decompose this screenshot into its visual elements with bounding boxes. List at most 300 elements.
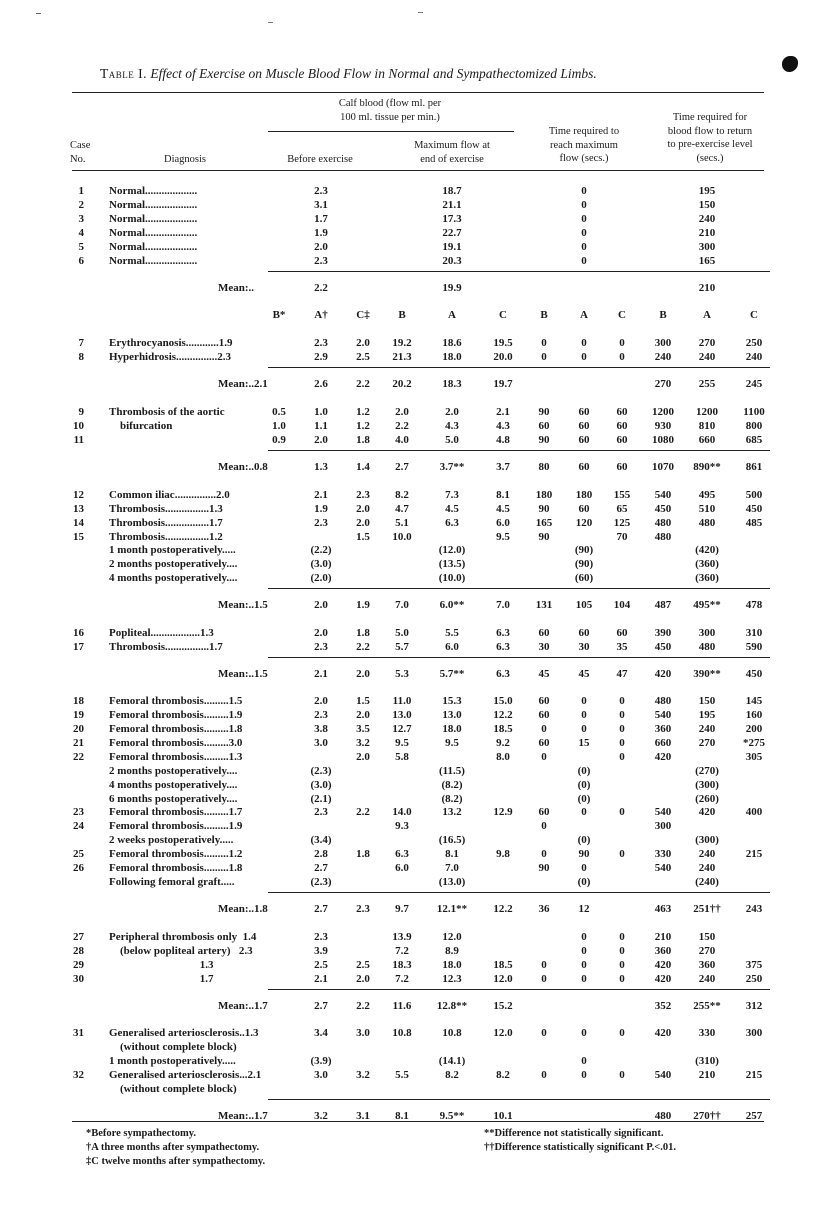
subheader-row xyxy=(0,308,816,322)
value-cell: 215 xyxy=(745,848,763,860)
table-row xyxy=(0,240,816,254)
diagnosis-cell: Generalised arteriosclerosis...2.1 xyxy=(109,1069,262,1081)
value-cell: (3.0) xyxy=(310,558,332,570)
value-cell: 0 xyxy=(541,1027,547,1039)
value-cell: 480 xyxy=(698,641,716,653)
value-cell: (8.2) xyxy=(441,793,463,805)
value-cell: 1.2 xyxy=(356,406,370,418)
value-cell: 0 xyxy=(541,723,547,735)
value-cell: 390** xyxy=(693,668,721,680)
sub-column-header: B xyxy=(659,309,667,321)
value-cell: 0 xyxy=(581,959,587,971)
value-cell: 12.8** xyxy=(436,1000,468,1012)
table-title xyxy=(100,66,780,82)
value-cell: 2.0 xyxy=(356,503,370,515)
value-cell: 2.5 xyxy=(356,959,370,971)
mean-label: Mean:..2.1 xyxy=(218,378,268,390)
table-row xyxy=(0,694,816,708)
value-cell: 540 xyxy=(654,862,672,874)
value-cell: 0 xyxy=(541,351,547,363)
table-caption: Effect of Exercise on Muscle Blood Flow in Normal and Sympathectomized Limbs. xyxy=(150,66,597,81)
value-cell: 70 xyxy=(616,531,628,543)
value-cell: 1.8 xyxy=(356,434,370,446)
value-cell: 1.8 xyxy=(356,627,370,639)
table-row xyxy=(0,1026,816,1040)
value-cell: 15.2 xyxy=(493,1000,513,1012)
table-row xyxy=(0,543,816,557)
value-cell: 12.7 xyxy=(392,723,412,735)
value-cell: 13.2 xyxy=(442,806,462,818)
sub-column-header: A xyxy=(580,309,588,321)
diagnosis-cell: Generalised arteriosclerosis..1.3 xyxy=(109,1027,259,1039)
value-cell: 21.3 xyxy=(392,351,412,363)
value-cell: 18.5 xyxy=(493,959,513,971)
table-row xyxy=(0,405,816,419)
value-cell: 2.7 xyxy=(395,461,409,473)
value-cell: 270 xyxy=(654,378,672,390)
diagnosis-cell: Femoral thrombosis.........1.8 xyxy=(109,862,243,874)
value-cell: (2.1) xyxy=(310,793,332,805)
value-cell: 8.2 xyxy=(496,1069,510,1081)
value-cell: 1.0 xyxy=(272,420,286,432)
mean-label: Mean:..1.8 xyxy=(218,903,268,915)
value-cell: (260) xyxy=(695,793,719,805)
value-cell: 930 xyxy=(654,420,672,432)
value-cell: 15.3 xyxy=(442,695,462,707)
case-number: 3 xyxy=(78,213,84,225)
value-cell: (13.5) xyxy=(438,558,466,570)
value-cell: 0 xyxy=(581,1027,587,1039)
value-cell: 1.9 xyxy=(314,227,328,239)
value-cell: 8.1 xyxy=(496,489,510,501)
table-row xyxy=(0,1040,816,1054)
value-cell: 240 xyxy=(698,351,716,363)
value-cell: 60 xyxy=(578,434,590,446)
table-row xyxy=(0,530,816,544)
value-cell: 3.0 xyxy=(356,1027,370,1039)
value-cell: 420 xyxy=(654,973,672,985)
diagnosis-cell: Normal................... xyxy=(109,241,198,253)
value-cell: 2.0 xyxy=(314,241,328,253)
value-cell: 1.7 xyxy=(314,213,328,225)
value-cell: 19.7 xyxy=(493,378,513,390)
table-row xyxy=(0,557,816,571)
case-number: 20 xyxy=(73,723,84,735)
group-rule xyxy=(268,450,770,451)
value-cell: 300 xyxy=(654,337,672,349)
header-rule xyxy=(72,170,764,171)
footnote: ††Difference statistically significant P.<.01. xyxy=(484,1142,677,1153)
value-cell: 131 xyxy=(535,599,553,611)
time-max-header-line: reach maximum xyxy=(550,139,618,151)
value-cell: 36 xyxy=(538,903,550,915)
value-cell: 250 xyxy=(745,337,763,349)
value-cell: 495** xyxy=(693,599,721,611)
value-cell: 165 xyxy=(535,517,553,529)
value-cell: 0 xyxy=(581,199,587,211)
table-row xyxy=(0,198,816,212)
value-cell: 12.0 xyxy=(493,1027,513,1039)
mean-row xyxy=(0,377,816,391)
sub-column-header: B xyxy=(540,309,548,321)
case-number: 4 xyxy=(78,227,84,239)
value-cell: 330 xyxy=(698,1027,716,1039)
value-cell: 11.0 xyxy=(392,695,412,707)
table-row xyxy=(0,488,816,502)
value-cell: 2.6 xyxy=(314,378,328,390)
value-cell: (420) xyxy=(695,544,719,556)
diagnosis-cell: Following femoral graft..... xyxy=(109,876,235,888)
value-cell: 0 xyxy=(619,337,625,349)
value-cell: 6.0** xyxy=(439,599,465,611)
table-row xyxy=(0,336,816,350)
diagnosis-cell: Thrombosis of the aortic xyxy=(109,406,225,418)
value-cell: 60 xyxy=(616,627,628,639)
value-cell: 9.5** xyxy=(439,1110,465,1122)
value-cell: 7.0 xyxy=(445,862,459,874)
value-cell: 251†† xyxy=(693,903,721,915)
value-cell: 7.0 xyxy=(395,599,409,611)
value-cell: 400 xyxy=(745,806,763,818)
value-cell: 810 xyxy=(698,420,716,432)
value-cell: 463 xyxy=(654,903,672,915)
table-row xyxy=(0,1068,816,1082)
sub-column-header: A† xyxy=(314,309,328,321)
case-number: 21 xyxy=(73,737,84,749)
table-row xyxy=(0,254,816,268)
value-cell: 210 xyxy=(698,1069,716,1081)
value-cell: 0 xyxy=(619,806,625,818)
time-max-header-line: flow (secs.) xyxy=(559,153,609,164)
case-number: 28 xyxy=(73,945,84,957)
value-cell: 6.3 xyxy=(496,627,510,639)
table-row xyxy=(0,708,816,722)
value-cell: 18.5 xyxy=(493,723,513,735)
value-cell: 310 xyxy=(745,627,763,639)
value-cell: 1200 xyxy=(696,406,718,418)
diagnosis-cell: Femoral thrombosis.........1.3 xyxy=(109,751,243,763)
value-cell: 195 xyxy=(698,709,716,721)
value-cell: 2.3 xyxy=(314,806,328,818)
calf-blood-header xyxy=(300,97,480,124)
value-cell: 8.2 xyxy=(445,1069,459,1081)
value-cell: 10.8 xyxy=(442,1027,462,1039)
value-cell: 420 xyxy=(654,668,672,680)
value-cell: 90 xyxy=(538,406,550,418)
table-row xyxy=(0,861,816,875)
value-cell: 150 xyxy=(698,695,716,707)
value-cell: 0 xyxy=(619,1069,625,1081)
value-cell: 0 xyxy=(581,862,587,874)
value-cell: (12.0) xyxy=(438,544,466,556)
value-cell: 12 xyxy=(578,903,590,915)
value-cell: 1070 xyxy=(652,461,674,473)
value-cell: 3.1 xyxy=(356,1110,370,1122)
value-cell: 9.5 xyxy=(395,737,409,749)
time-max-header xyxy=(522,125,646,166)
value-cell: 4.7 xyxy=(395,503,409,515)
value-cell: 19.1 xyxy=(442,241,462,253)
time-return-header xyxy=(645,111,775,165)
value-cell: 2.0 xyxy=(356,973,370,985)
value-cell: 35 xyxy=(616,641,628,653)
value-cell: 7.2 xyxy=(395,945,409,957)
value-cell: 1.2 xyxy=(356,420,370,432)
diagnosis-cell: Thrombosis................1.7 xyxy=(109,641,223,653)
diagnosis-cell: Erythrocyanosis............1.9 xyxy=(109,337,233,349)
table-row xyxy=(0,722,816,736)
time-return-header-line: Time required for xyxy=(672,112,748,123)
value-cell: 12.2 xyxy=(493,903,513,915)
value-cell: (0) xyxy=(577,876,591,888)
sub-column-header: C xyxy=(750,309,758,321)
value-cell: 11.6 xyxy=(392,1000,412,1012)
mean-row xyxy=(0,598,816,612)
value-cell: 0 xyxy=(581,806,587,818)
table-row xyxy=(0,930,816,944)
value-cell: 0 xyxy=(619,931,625,943)
value-cell: 13.0 xyxy=(392,709,412,721)
value-cell: 4.5 xyxy=(445,503,459,515)
value-cell: (3.9) xyxy=(310,1055,332,1067)
value-cell: 6.0 xyxy=(395,862,409,874)
value-cell: (2.3) xyxy=(310,765,332,777)
table-row xyxy=(0,1082,816,1096)
value-cell: 890** xyxy=(693,461,721,473)
diagnosis-cell: Normal................... xyxy=(109,255,198,267)
value-cell: 540 xyxy=(654,489,672,501)
value-cell: 300 xyxy=(698,241,716,253)
value-cell: 0 xyxy=(541,751,547,763)
value-cell: 480 xyxy=(654,517,672,529)
case-header-line: No. xyxy=(70,153,86,165)
diagnosis-cell: bifurcation xyxy=(120,420,173,432)
value-cell: 8.2 xyxy=(395,489,409,501)
value-cell: 590 xyxy=(745,641,763,653)
diagnosis-cell: Thrombosis................1.3 xyxy=(109,503,223,515)
value-cell: 18.0 xyxy=(442,351,462,363)
time-return-header-line: to pre-exercise level xyxy=(667,139,753,150)
diagnosis-cell: Femoral thrombosis.........1.5 xyxy=(109,695,243,707)
value-cell: 30 xyxy=(538,641,550,653)
value-cell: 0 xyxy=(581,185,587,197)
value-cell: 0 xyxy=(619,695,625,707)
value-cell: 2.2 xyxy=(356,378,370,390)
group-rule xyxy=(268,367,770,368)
value-cell: 0 xyxy=(619,945,625,957)
case-number: 16 xyxy=(73,627,84,639)
value-cell: 240 xyxy=(698,848,716,860)
value-cell: 0 xyxy=(619,709,625,721)
value-cell: 21.1 xyxy=(442,199,462,211)
value-cell: 2.0 xyxy=(445,406,459,418)
value-cell: 0 xyxy=(619,723,625,735)
table-row xyxy=(0,1054,816,1068)
table-row xyxy=(0,847,816,861)
table-row xyxy=(0,875,816,889)
bottom-rule xyxy=(72,1121,764,1122)
value-cell: 3.5 xyxy=(356,723,370,735)
value-cell: 18.3 xyxy=(442,378,462,390)
value-cell: 255** xyxy=(693,1000,721,1012)
value-cell: 485 xyxy=(745,517,763,529)
value-cell: 2.3 xyxy=(314,337,328,349)
before-exercise-header: Before exercise xyxy=(287,154,353,165)
value-cell: 245 xyxy=(745,378,763,390)
value-cell: 14.0 xyxy=(392,806,412,818)
value-cell: 200 xyxy=(745,723,763,735)
value-cell: (360) xyxy=(695,558,719,570)
mean-label: Mean:.. xyxy=(218,282,255,294)
table-row xyxy=(0,350,816,364)
value-cell: 480 xyxy=(654,695,672,707)
mean-label: Mean:..1.7 xyxy=(218,1000,268,1012)
value-cell: 270 xyxy=(698,737,716,749)
value-cell: 1.0 xyxy=(314,406,328,418)
mean-row xyxy=(0,460,816,474)
value-cell: 0 xyxy=(619,959,625,971)
value-cell: 487 xyxy=(654,599,672,611)
value-cell: 45 xyxy=(538,668,550,680)
scan-blot xyxy=(782,56,798,72)
value-cell: 420 xyxy=(654,959,672,971)
value-cell: 1.4 xyxy=(356,461,370,473)
mean-label: Mean:..1.5 xyxy=(218,599,268,611)
value-cell: 330 xyxy=(654,848,672,860)
value-cell: 0 xyxy=(581,931,587,943)
value-cell: 2.3 xyxy=(356,903,370,915)
value-cell: 18.0 xyxy=(442,959,462,971)
value-cell: 90 xyxy=(538,503,550,515)
value-cell: 2.1 xyxy=(314,489,328,501)
mean-row xyxy=(0,281,816,295)
value-cell: 60 xyxy=(578,627,590,639)
value-cell: (0) xyxy=(577,834,591,846)
value-cell: 270 xyxy=(698,945,716,957)
value-cell: 0 xyxy=(581,973,587,985)
value-cell: 0 xyxy=(581,255,587,267)
value-cell: (90) xyxy=(574,544,594,556)
value-cell: 305 xyxy=(745,751,763,763)
value-cell: 4.3 xyxy=(496,420,510,432)
value-cell: 500 xyxy=(745,489,763,501)
value-cell: 5.8 xyxy=(395,751,409,763)
diagnosis-cell: (without complete block) xyxy=(120,1083,237,1095)
value-cell: 15 xyxy=(578,737,590,749)
diagnosis-cell: 2 months postoperatively.... xyxy=(109,558,238,570)
value-cell: (270) xyxy=(695,765,719,777)
value-cell: 0 xyxy=(619,751,625,763)
mean-row xyxy=(0,999,816,1013)
case-header-line: Case xyxy=(70,140,91,151)
value-cell: 2.9 xyxy=(314,351,328,363)
diagnosis-cell: Normal................... xyxy=(109,199,198,211)
mean-label: Mean:..1.5 xyxy=(218,668,268,680)
table-row xyxy=(0,736,816,750)
value-cell: 3.9 xyxy=(314,945,328,957)
value-cell: 19.9 xyxy=(442,282,462,294)
case-number: 26 xyxy=(73,862,84,874)
value-cell: 2.2 xyxy=(356,1000,370,1012)
table-row xyxy=(0,212,816,226)
case-number: 32 xyxy=(73,1069,84,1081)
value-cell: 240 xyxy=(698,862,716,874)
diagnosis-cell: 1.3 xyxy=(109,959,214,971)
value-cell: 60 xyxy=(538,420,550,432)
value-cell: 0 xyxy=(541,820,547,832)
case-number: 31 xyxy=(73,1027,84,1039)
value-cell: 0 xyxy=(619,351,625,363)
mean-label: Mean:..0.8 xyxy=(218,461,268,473)
value-cell: 495 xyxy=(698,489,716,501)
value-cell: 2.3 xyxy=(314,185,328,197)
value-cell: 3.8 xyxy=(314,723,328,735)
value-cell: 450 xyxy=(654,503,672,515)
value-cell: 5.7 xyxy=(395,641,409,653)
value-cell: 1.8 xyxy=(356,848,370,860)
table-row xyxy=(0,226,816,240)
value-cell: 5.0 xyxy=(395,627,409,639)
diagnosis-cell: (below popliteal artery) 2.3 xyxy=(120,945,253,957)
value-cell: 3.4 xyxy=(314,1027,328,1039)
case-number: 12 xyxy=(73,489,84,501)
value-cell: 45 xyxy=(578,668,590,680)
value-cell: 2.1 xyxy=(314,973,328,985)
diagnosis-cell: Hyperhidrosis...............2.3 xyxy=(109,351,232,363)
value-cell: 660 xyxy=(698,434,716,446)
diagnosis-cell: Normal................... xyxy=(109,213,198,225)
value-cell: 60 xyxy=(616,406,628,418)
time-max-header-line: Time required to xyxy=(548,126,620,137)
value-cell: (10.0) xyxy=(438,572,466,584)
value-cell: 0 xyxy=(581,351,587,363)
value-cell: 240 xyxy=(698,723,716,735)
sub-column-header: C‡ xyxy=(356,309,370,321)
value-cell: 60 xyxy=(616,434,628,446)
diagnosis-cell: 2 weeks postoperatively..... xyxy=(109,834,234,846)
value-cell: 6.0 xyxy=(496,517,510,529)
value-cell: (2.2) xyxy=(310,544,332,556)
value-cell: 9.2 xyxy=(496,737,510,749)
value-cell: 0 xyxy=(581,695,587,707)
value-cell: 165 xyxy=(698,255,716,267)
sub-column-header: C xyxy=(499,309,507,321)
value-cell: 8.1 xyxy=(395,1110,409,1122)
sub-column-header: B* xyxy=(272,309,286,321)
value-cell: 1.9 xyxy=(314,503,328,515)
value-cell: 540 xyxy=(654,806,672,818)
value-cell: 10.1 xyxy=(493,1110,513,1122)
case-number: 30 xyxy=(73,973,84,985)
value-cell: 0 xyxy=(541,848,547,860)
value-cell: 685 xyxy=(745,434,763,446)
value-cell: 8.1 xyxy=(445,848,459,860)
value-cell: 19.2 xyxy=(392,337,412,349)
value-cell: 0 xyxy=(581,723,587,735)
value-cell: 540 xyxy=(654,709,672,721)
value-cell: 60 xyxy=(578,461,590,473)
table-row xyxy=(0,972,816,986)
value-cell: 13.9 xyxy=(392,931,412,943)
value-cell: 2.1 xyxy=(314,668,328,680)
value-cell: 420 xyxy=(654,751,672,763)
value-cell: 2.8 xyxy=(314,848,328,860)
value-cell: 5.1 xyxy=(395,517,409,529)
value-cell: 2.2 xyxy=(356,806,370,818)
group-rule xyxy=(268,892,770,893)
value-cell: 510 xyxy=(698,503,716,515)
value-cell: 22.7 xyxy=(442,227,462,239)
